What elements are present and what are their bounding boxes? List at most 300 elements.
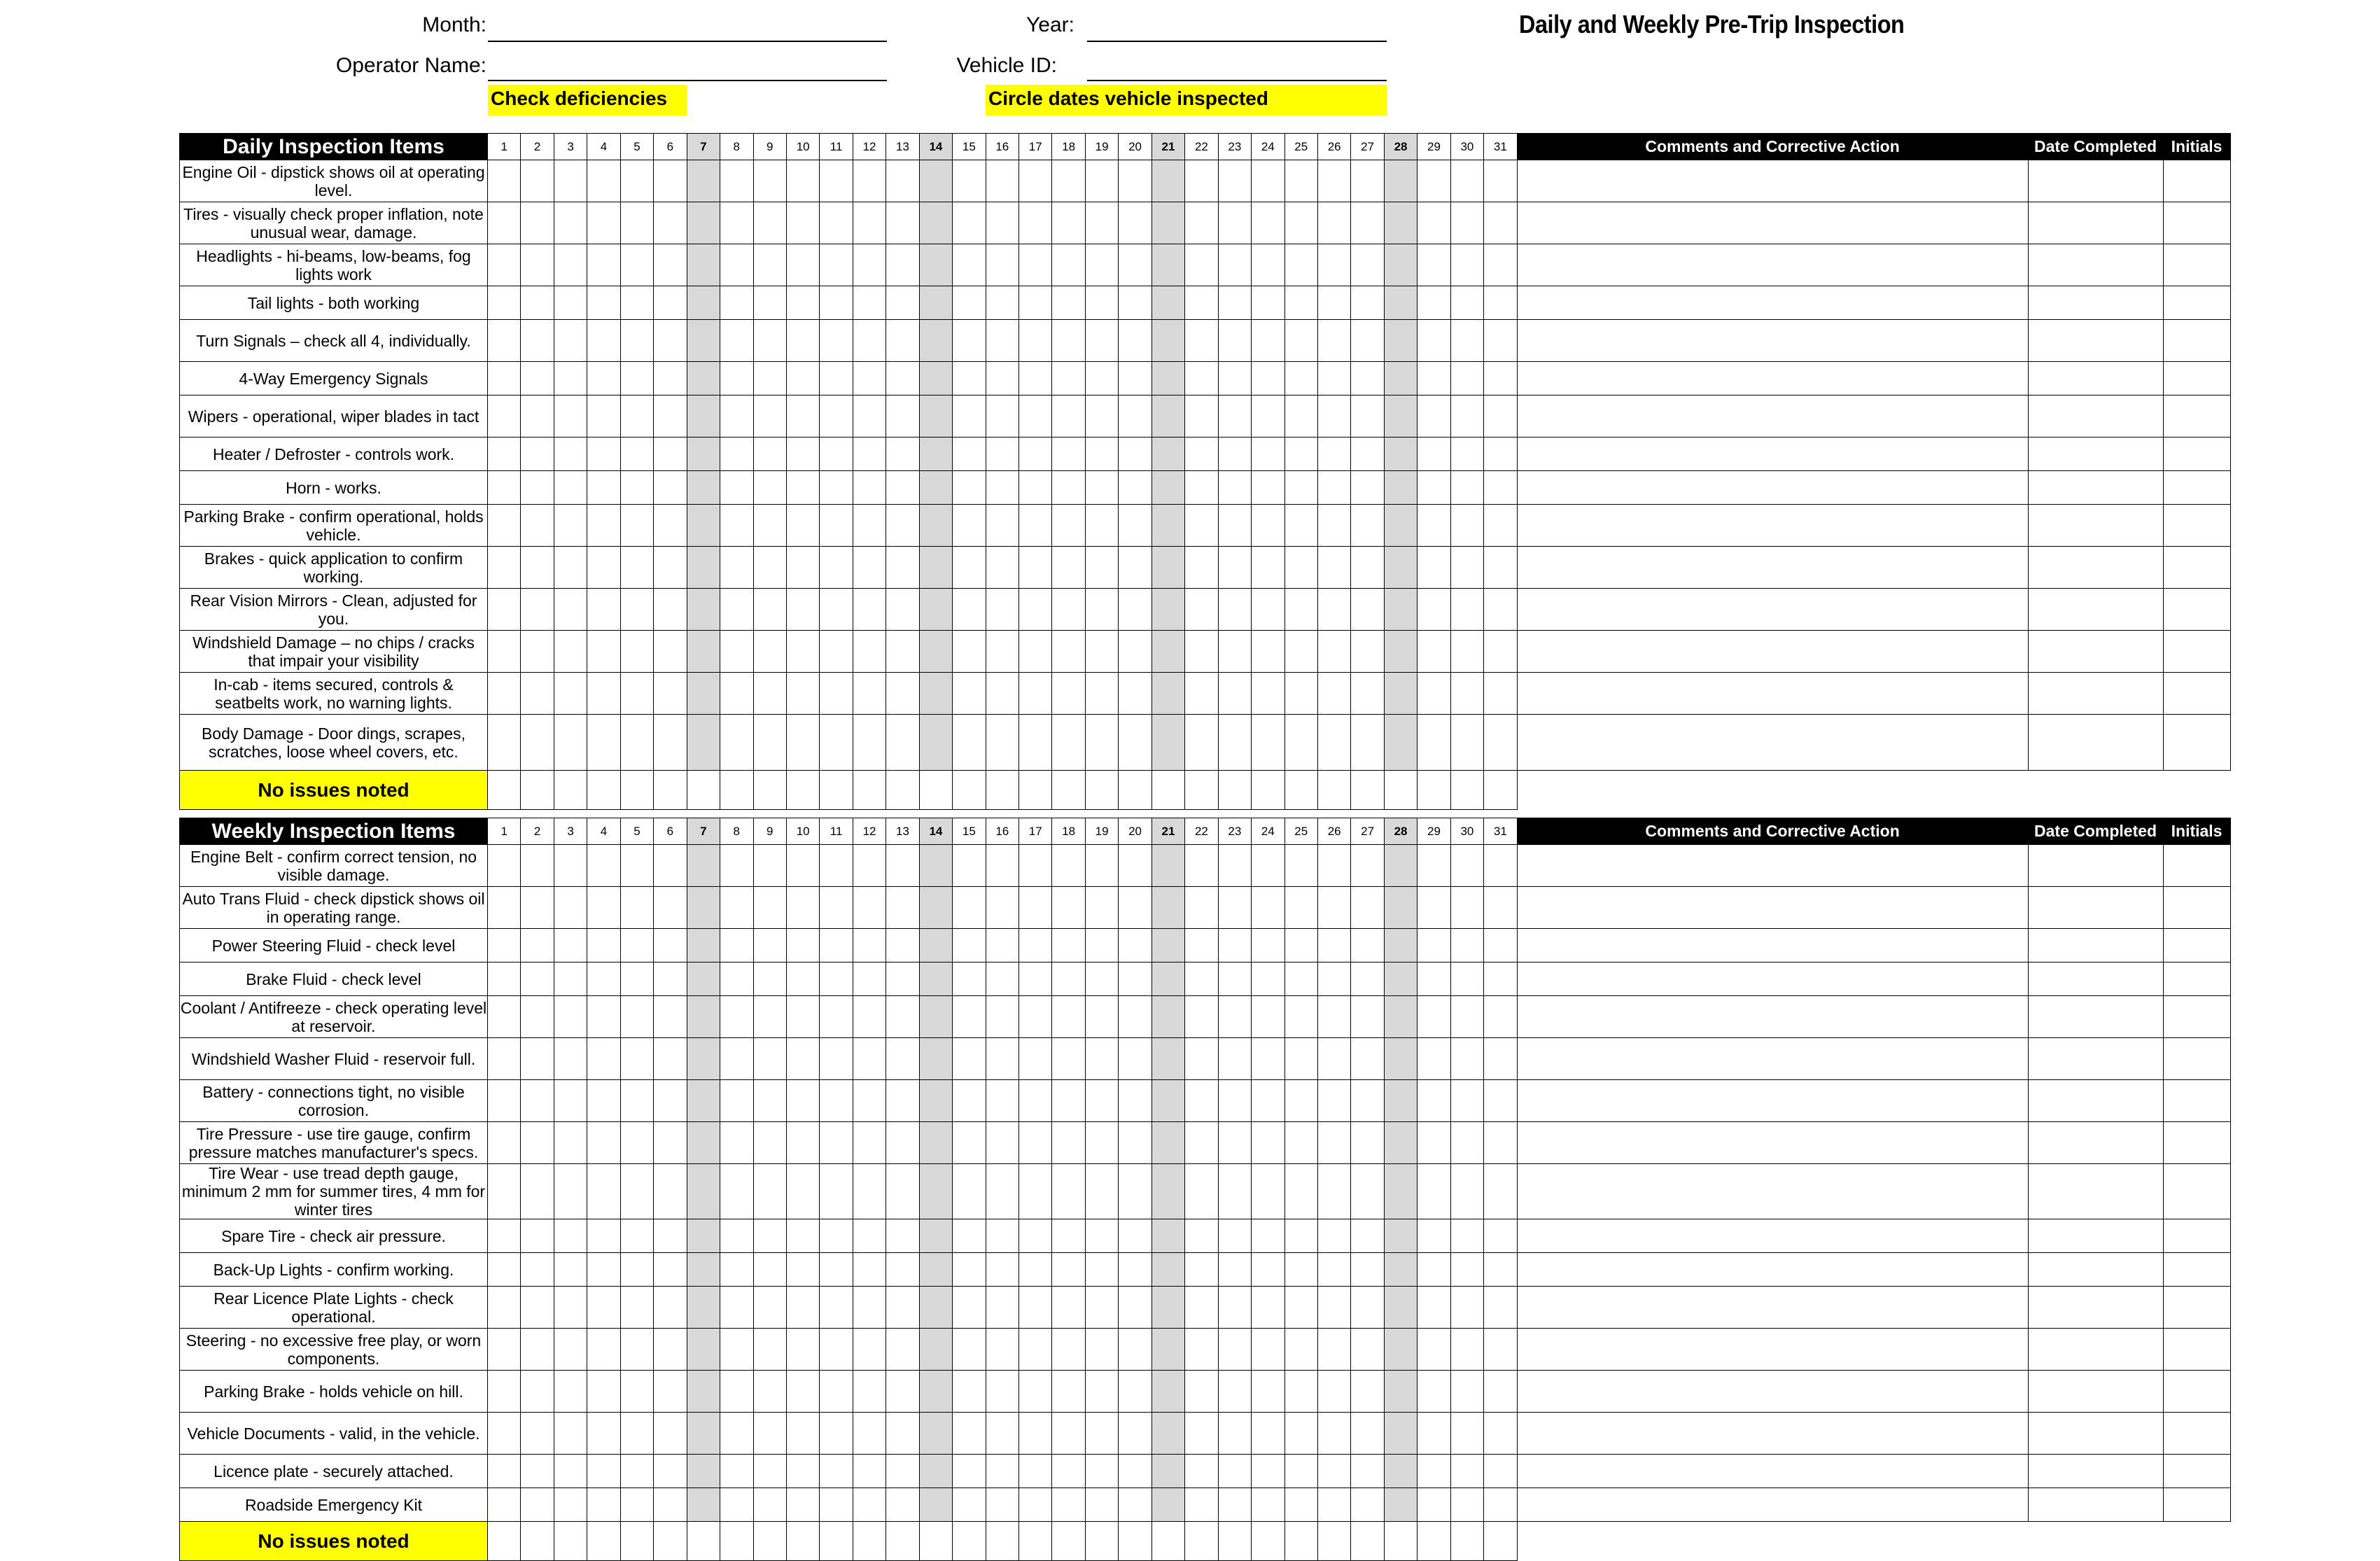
day-check-cell[interactable] [687,320,720,362]
no-issues-day-cell[interactable] [720,1522,753,1561]
day-check-cell[interactable] [953,887,986,929]
day-check-cell[interactable] [753,589,786,631]
day-check-cell[interactable] [1450,929,1483,962]
day-check-cell[interactable] [1484,362,1517,396]
day-check-cell[interactable] [820,1413,853,1455]
date-completed-cell[interactable] [2028,929,2163,962]
day-check-cell[interactable] [1450,1219,1483,1253]
day-check-cell[interactable] [1218,1080,1251,1122]
day-check-cell[interactable] [1185,505,1218,547]
day-check-cell[interactable] [687,1080,720,1122]
day-check-cell[interactable] [687,962,720,996]
day-check-cell[interactable] [1384,547,1417,589]
day-check-cell[interactable] [753,396,786,438]
day-check-cell[interactable] [853,1371,886,1413]
day-check-cell[interactable] [1185,715,1218,771]
day-check-cell[interactable] [886,396,919,438]
day-check-cell[interactable] [1185,1219,1218,1253]
day-check-cell[interactable] [1119,845,1152,887]
day-check-cell[interactable] [1019,1122,1052,1164]
day-check-cell[interactable] [953,396,986,438]
day-check-cell[interactable] [853,1413,886,1455]
day-check-cell[interactable] [554,244,587,286]
day-check-cell[interactable] [1152,202,1184,244]
day-check-cell[interactable] [1085,887,1118,929]
day-check-cell[interactable] [820,1038,853,1080]
day-check-cell[interactable] [919,715,952,771]
day-check-cell[interactable] [1418,1038,1450,1080]
day-check-cell[interactable] [654,438,687,471]
day-check-cell[interactable] [1284,244,1317,286]
initials-cell[interactable] [2163,1371,2230,1413]
day-check-cell[interactable] [654,1080,687,1122]
day-check-cell[interactable] [521,962,554,996]
day-check-cell[interactable] [1119,929,1152,962]
day-check-cell[interactable] [1218,715,1251,771]
day-check-cell[interactable] [1052,202,1085,244]
day-check-cell[interactable] [1351,438,1384,471]
day-check-cell[interactable] [1384,1413,1417,1455]
day-check-cell[interactable] [720,1253,753,1287]
day-check-cell[interactable] [620,887,653,929]
no-issues-day-cell[interactable] [1484,1522,1517,1561]
day-check-cell[interactable] [1252,887,1284,929]
day-check-cell[interactable] [1484,631,1517,673]
day-check-cell[interactable] [1284,673,1317,715]
date-completed-cell[interactable] [2028,202,2163,244]
day-check-cell[interactable] [1052,929,1085,962]
day-check-cell[interactable] [1152,547,1184,589]
day-check-cell[interactable] [1351,1164,1384,1219]
day-check-cell[interactable] [587,589,620,631]
day-check-cell[interactable] [1351,1038,1384,1080]
day-check-cell[interactable] [1450,673,1483,715]
day-check-cell[interactable] [1085,1122,1118,1164]
day-check-cell[interactable] [1185,887,1218,929]
day-check-cell[interactable] [886,1413,919,1455]
no-issues-day-cell[interactable] [1450,1522,1483,1561]
day-check-cell[interactable] [1052,1488,1085,1522]
day-check-cell[interactable] [786,1253,819,1287]
day-check-cell[interactable] [687,887,720,929]
day-check-cell[interactable] [1218,438,1251,471]
day-check-cell[interactable] [1252,202,1284,244]
day-check-cell[interactable] [1418,589,1450,631]
day-check-cell[interactable] [488,471,521,505]
day-check-cell[interactable] [753,1413,786,1455]
day-check-cell[interactable] [953,1413,986,1455]
day-check-cell[interactable] [1152,438,1184,471]
initials-cell[interactable] [2163,286,2230,320]
day-check-cell[interactable] [1052,589,1085,631]
day-check-cell[interactable] [1252,244,1284,286]
day-check-cell[interactable] [853,1219,886,1253]
day-check-cell[interactable] [986,1122,1018,1164]
day-check-cell[interactable] [1085,362,1118,396]
day-check-cell[interactable] [820,715,853,771]
no-issues-day-cell[interactable] [488,1522,521,1561]
day-check-cell[interactable] [687,286,720,320]
day-check-cell[interactable] [886,438,919,471]
day-check-cell[interactable] [1019,1413,1052,1455]
no-issues-day-cell[interactable] [1252,1522,1284,1561]
day-check-cell[interactable] [587,202,620,244]
day-check-cell[interactable] [1218,547,1251,589]
day-check-cell[interactable] [654,244,687,286]
day-check-cell[interactable] [1484,996,1517,1038]
day-check-cell[interactable] [620,286,653,320]
day-check-cell[interactable] [1450,362,1483,396]
day-check-cell[interactable] [953,471,986,505]
day-check-cell[interactable] [1052,1219,1085,1253]
day-check-cell[interactable] [1484,471,1517,505]
day-check-cell[interactable] [720,1371,753,1413]
day-check-cell[interactable] [1252,673,1284,715]
day-check-cell[interactable] [1152,673,1184,715]
day-check-cell[interactable] [521,673,554,715]
day-check-cell[interactable] [1484,673,1517,715]
day-check-cell[interactable] [1384,631,1417,673]
comment-cell[interactable] [1517,589,2028,631]
day-check-cell[interactable] [488,1219,521,1253]
day-check-cell[interactable] [1317,1455,1350,1488]
day-check-cell[interactable] [521,631,554,673]
day-check-cell[interactable] [1218,362,1251,396]
day-check-cell[interactable] [521,1164,554,1219]
day-check-cell[interactable] [1317,715,1350,771]
day-check-cell[interactable] [986,547,1018,589]
day-check-cell[interactable] [953,547,986,589]
day-check-cell[interactable] [587,547,620,589]
day-check-cell[interactable] [1284,631,1317,673]
day-check-cell[interactable] [820,286,853,320]
day-check-cell[interactable] [1019,1164,1052,1219]
day-check-cell[interactable] [919,962,952,996]
day-check-cell[interactable] [820,438,853,471]
day-check-cell[interactable] [753,320,786,362]
day-check-cell[interactable] [986,396,1018,438]
day-check-cell[interactable] [720,362,753,396]
day-check-cell[interactable] [986,505,1018,547]
day-check-cell[interactable] [1085,962,1118,996]
day-check-cell[interactable] [1119,1287,1152,1329]
day-check-cell[interactable] [1351,320,1384,362]
day-check-cell[interactable] [1019,631,1052,673]
day-check-cell[interactable] [1185,1413,1218,1455]
day-check-cell[interactable] [587,396,620,438]
day-check-cell[interactable] [687,673,720,715]
day-check-cell[interactable] [1019,996,1052,1038]
day-check-cell[interactable] [654,887,687,929]
day-check-cell[interactable] [1317,1080,1350,1122]
date-completed-cell[interactable] [2028,471,2163,505]
date-completed-cell[interactable] [2028,631,2163,673]
day-check-cell[interactable] [1085,505,1118,547]
day-check-cell[interactable] [1152,1038,1184,1080]
day-check-cell[interactable] [1351,996,1384,1038]
day-check-cell[interactable] [1450,1455,1483,1488]
day-check-cell[interactable] [654,160,687,202]
day-check-cell[interactable] [1085,631,1118,673]
day-check-cell[interactable] [620,438,653,471]
day-check-cell[interactable] [1119,1329,1152,1371]
day-check-cell[interactable] [886,929,919,962]
no-issues-day-cell[interactable] [1185,771,1218,810]
day-check-cell[interactable] [620,1219,653,1253]
day-check-cell[interactable] [919,320,952,362]
day-check-cell[interactable] [1085,471,1118,505]
no-issues-day-cell[interactable] [1218,771,1251,810]
comment-cell[interactable] [1517,929,2028,962]
day-check-cell[interactable] [1218,1253,1251,1287]
day-check-cell[interactable] [587,715,620,771]
no-issues-day-cell[interactable] [1450,771,1483,810]
day-check-cell[interactable] [488,160,521,202]
day-check-cell[interactable] [587,929,620,962]
day-check-cell[interactable] [853,1253,886,1287]
day-check-cell[interactable] [1384,286,1417,320]
day-check-cell[interactable] [919,1371,952,1413]
day-check-cell[interactable] [521,1455,554,1488]
date-completed-cell[interactable] [2028,715,2163,771]
no-issues-day-cell[interactable] [953,771,986,810]
day-check-cell[interactable] [886,996,919,1038]
day-check-cell[interactable] [786,160,819,202]
day-check-cell[interactable] [1252,471,1284,505]
day-check-cell[interactable] [554,1455,587,1488]
day-check-cell[interactable] [919,1413,952,1455]
day-check-cell[interactable] [1085,1329,1118,1371]
day-check-cell[interactable] [554,547,587,589]
day-check-cell[interactable] [1484,396,1517,438]
day-check-cell[interactable] [1418,244,1450,286]
day-check-cell[interactable] [919,929,952,962]
day-check-cell[interactable] [753,362,786,396]
initials-cell[interactable] [2163,715,2230,771]
day-check-cell[interactable] [1450,1164,1483,1219]
day-check-cell[interactable] [1119,202,1152,244]
day-check-cell[interactable] [953,1488,986,1522]
initials-cell[interactable] [2163,1413,2230,1455]
day-check-cell[interactable] [620,1329,653,1371]
date-completed-cell[interactable] [2028,1488,2163,1522]
initials-cell[interactable] [2163,396,2230,438]
day-check-cell[interactable] [986,362,1018,396]
day-check-cell[interactable] [786,396,819,438]
day-check-cell[interactable] [1450,845,1483,887]
day-check-cell[interactable] [687,1488,720,1522]
day-check-cell[interactable] [620,1038,653,1080]
no-issues-day-cell[interactable] [886,771,919,810]
day-check-cell[interactable] [786,320,819,362]
day-check-cell[interactable] [853,673,886,715]
day-check-cell[interactable] [886,631,919,673]
day-check-cell[interactable] [620,1253,653,1287]
day-check-cell[interactable] [1218,286,1251,320]
day-check-cell[interactable] [919,505,952,547]
day-check-cell[interactable] [753,1371,786,1413]
day-check-cell[interactable] [1418,547,1450,589]
day-check-cell[interactable] [1152,1287,1184,1329]
comment-cell[interactable] [1517,362,2028,396]
day-check-cell[interactable] [1351,589,1384,631]
day-check-cell[interactable] [1484,438,1517,471]
no-issues-day-cell[interactable] [1119,1522,1152,1561]
day-check-cell[interactable] [1384,1455,1417,1488]
day-check-cell[interactable] [1484,320,1517,362]
comment-cell[interactable] [1517,244,2028,286]
day-check-cell[interactable] [620,1455,653,1488]
day-check-cell[interactable] [1418,505,1450,547]
day-check-cell[interactable] [1119,438,1152,471]
day-check-cell[interactable] [786,845,819,887]
day-check-cell[interactable] [919,396,952,438]
day-check-cell[interactable] [720,845,753,887]
day-check-cell[interactable] [488,1413,521,1455]
no-issues-day-cell[interactable] [1384,771,1417,810]
day-check-cell[interactable] [1119,631,1152,673]
day-check-cell[interactable] [853,715,886,771]
day-check-cell[interactable] [1351,1080,1384,1122]
day-check-cell[interactable] [554,887,587,929]
day-check-cell[interactable] [587,1329,620,1371]
day-check-cell[interactable] [488,631,521,673]
day-check-cell[interactable] [521,1287,554,1329]
day-check-cell[interactable] [1351,1488,1384,1522]
day-check-cell[interactable] [654,547,687,589]
no-issues-day-cell[interactable] [953,1522,986,1561]
day-check-cell[interactable] [919,1038,952,1080]
day-check-cell[interactable] [654,1287,687,1329]
day-check-cell[interactable] [1418,1287,1450,1329]
day-check-cell[interactable] [1351,631,1384,673]
initials-cell[interactable] [2163,1038,2230,1080]
day-check-cell[interactable] [1152,1371,1184,1413]
no-issues-day-cell[interactable] [853,771,886,810]
day-check-cell[interactable] [1252,160,1284,202]
day-check-cell[interactable] [753,1038,786,1080]
day-check-cell[interactable] [986,845,1018,887]
day-check-cell[interactable] [1351,1455,1384,1488]
day-check-cell[interactable] [488,202,521,244]
day-check-cell[interactable] [620,929,653,962]
day-check-cell[interactable] [820,320,853,362]
day-check-cell[interactable] [687,631,720,673]
day-check-cell[interactable] [1052,715,1085,771]
day-check-cell[interactable] [919,362,952,396]
day-check-cell[interactable] [654,1329,687,1371]
day-check-cell[interactable] [1252,505,1284,547]
day-check-cell[interactable] [720,962,753,996]
day-check-cell[interactable] [587,362,620,396]
day-check-cell[interactable] [786,996,819,1038]
day-check-cell[interactable] [488,673,521,715]
day-check-cell[interactable] [986,631,1018,673]
day-check-cell[interactable] [1450,471,1483,505]
day-check-cell[interactable] [1450,715,1483,771]
day-check-cell[interactable] [1152,1455,1184,1488]
day-check-cell[interactable] [1351,1253,1384,1287]
day-check-cell[interactable] [1418,996,1450,1038]
day-check-cell[interactable] [853,1455,886,1488]
day-check-cell[interactable] [521,1488,554,1522]
day-check-cell[interactable] [986,589,1018,631]
day-check-cell[interactable] [820,547,853,589]
day-check-cell[interactable] [853,160,886,202]
day-check-cell[interactable] [1218,471,1251,505]
day-check-cell[interactable] [1450,1122,1483,1164]
day-check-cell[interactable] [1152,1164,1184,1219]
day-check-cell[interactable] [687,396,720,438]
day-check-cell[interactable] [1152,396,1184,438]
day-check-cell[interactable] [620,1287,653,1329]
day-check-cell[interactable] [1152,1488,1184,1522]
day-check-cell[interactable] [886,1455,919,1488]
no-issues-day-cell[interactable] [687,1522,720,1561]
comment-cell[interactable] [1517,1164,2028,1219]
day-check-cell[interactable] [786,929,819,962]
day-check-cell[interactable] [1284,396,1317,438]
day-check-cell[interactable] [1052,887,1085,929]
day-check-cell[interactable] [1284,1413,1317,1455]
day-check-cell[interactable] [1218,996,1251,1038]
day-check-cell[interactable] [1317,1164,1350,1219]
day-check-cell[interactable] [488,1371,521,1413]
day-check-cell[interactable] [654,962,687,996]
day-check-cell[interactable] [919,1122,952,1164]
no-issues-day-cell[interactable] [488,771,521,810]
day-check-cell[interactable] [753,1253,786,1287]
day-check-cell[interactable] [886,673,919,715]
day-check-cell[interactable] [986,887,1018,929]
day-check-cell[interactable] [1418,202,1450,244]
day-check-cell[interactable] [886,1038,919,1080]
day-check-cell[interactable] [554,1413,587,1455]
day-check-cell[interactable] [953,715,986,771]
day-check-cell[interactable] [1252,1455,1284,1488]
day-check-cell[interactable] [953,845,986,887]
day-check-cell[interactable] [554,589,587,631]
day-check-cell[interactable] [1218,589,1251,631]
day-check-cell[interactable] [1284,1253,1317,1287]
day-check-cell[interactable] [687,1371,720,1413]
day-check-cell[interactable] [1119,1371,1152,1413]
day-check-cell[interactable] [1052,244,1085,286]
day-check-cell[interactable] [1317,1122,1350,1164]
day-check-cell[interactable] [654,715,687,771]
day-check-cell[interactable] [1019,673,1052,715]
day-check-cell[interactable] [1450,1371,1483,1413]
day-check-cell[interactable] [1317,1488,1350,1522]
day-check-cell[interactable] [1317,1038,1350,1080]
initials-cell[interactable] [2163,845,2230,887]
day-check-cell[interactable] [1484,1038,1517,1080]
day-check-cell[interactable] [1019,1329,1052,1371]
day-check-cell[interactable] [554,1488,587,1522]
day-check-cell[interactable] [654,1164,687,1219]
day-check-cell[interactable] [953,1038,986,1080]
date-completed-cell[interactable] [2028,362,2163,396]
no-issues-day-cell[interactable] [820,1522,853,1561]
day-check-cell[interactable] [620,1080,653,1122]
day-check-cell[interactable] [1019,1455,1052,1488]
initials-cell[interactable] [2163,1253,2230,1287]
day-check-cell[interactable] [853,1287,886,1329]
day-check-cell[interactable] [986,1329,1018,1371]
day-check-cell[interactable] [1052,962,1085,996]
day-check-cell[interactable] [886,715,919,771]
day-check-cell[interactable] [554,471,587,505]
